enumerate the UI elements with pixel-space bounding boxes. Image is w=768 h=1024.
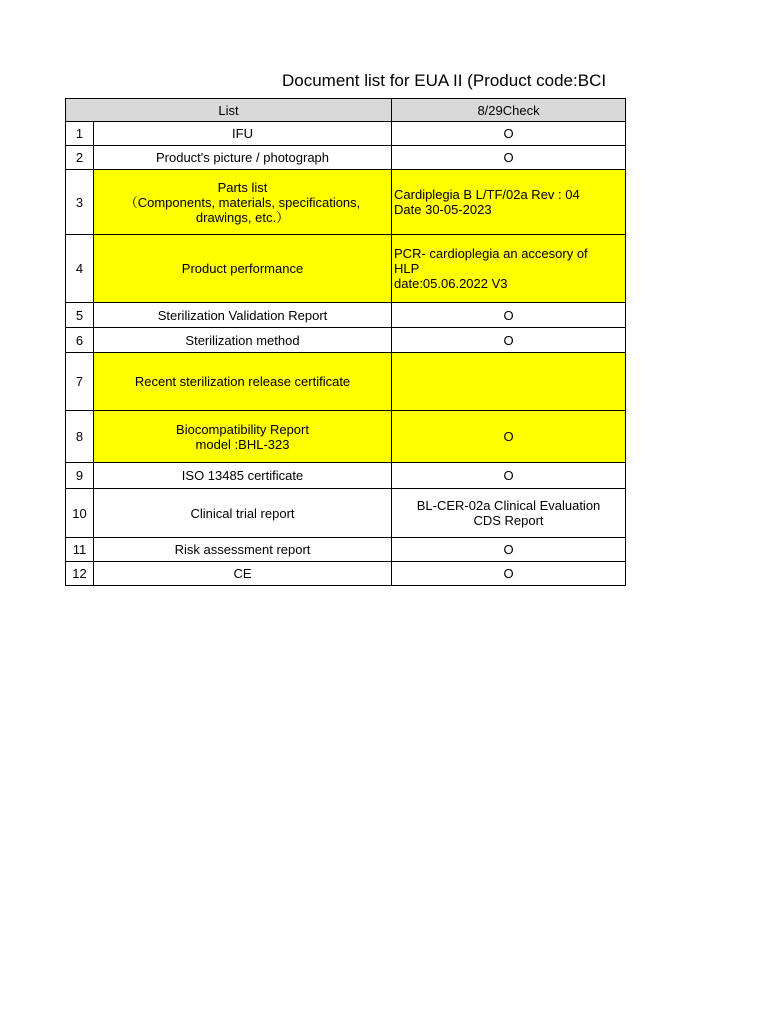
row-list-item: ISO 13485 certificate: [94, 463, 392, 489]
table-row: [66, 538, 626, 562]
row-list-item: Clinical trial report: [94, 489, 392, 538]
table-row: [66, 303, 626, 328]
table-row: [66, 235, 626, 303]
row-check-value: O: [392, 146, 626, 170]
row-list-item: Parts list （Components, materials, specifications, drawings, etc.）: [94, 170, 392, 235]
table-row: [66, 122, 626, 146]
table-row: [66, 170, 626, 235]
table-row: [66, 411, 626, 463]
row-list-item: Product's picture / photograph: [94, 146, 392, 170]
row-number: 9: [66, 463, 94, 489]
header-list: List: [66, 99, 392, 122]
row-number: 6: [66, 328, 94, 353]
document-list-table: [65, 98, 626, 586]
row-number: 8: [66, 411, 94, 463]
row-number: 1: [66, 122, 94, 146]
row-list-item: Sterilization method: [94, 328, 392, 353]
row-list-item: Risk assessment report: [94, 538, 392, 562]
row-check-value: O: [392, 328, 626, 353]
row-check-value: [392, 353, 626, 411]
row-check-value: PCR- cardioplegia an accesory of HLP date:05.06.2022 V3: [392, 235, 626, 303]
row-number: 7: [66, 353, 94, 411]
document-title: Document list for EUA II (Product code:BCI: [282, 71, 607, 90]
table-row: [66, 328, 626, 353]
table-row: [66, 562, 626, 586]
row-check-value: O: [392, 538, 626, 562]
table-row: [66, 146, 626, 170]
table-row: [66, 353, 626, 411]
row-check-value: O: [392, 463, 626, 489]
row-list-item: IFU: [94, 122, 392, 146]
table-header-row: [66, 99, 626, 122]
row-number: 5: [66, 303, 94, 328]
table-row: [66, 463, 626, 489]
row-check-value: O: [392, 411, 626, 463]
row-number: 4: [66, 235, 94, 303]
row-check-value: O: [392, 303, 626, 328]
row-list-item: Sterilization Validation Report: [94, 303, 392, 328]
row-list-item: Product performance: [94, 235, 392, 303]
header-check: 8/29Check: [392, 99, 626, 122]
table-row: [66, 489, 626, 538]
row-list-item: Recent sterilization release certificate: [94, 353, 392, 411]
row-number: 10: [66, 489, 94, 538]
row-number: 2: [66, 146, 94, 170]
row-check-value: O: [392, 562, 626, 586]
row-number: 3: [66, 170, 94, 235]
row-check-value: O: [392, 122, 626, 146]
row-check-value: BL-CER-02a Clinical Evaluation CDS Report: [392, 489, 626, 538]
row-number: 12: [66, 562, 94, 586]
row-check-value: Cardiplegia B L/TF/02a Rev : 04 Date 30-05-2023: [392, 170, 626, 235]
row-list-item: CE: [94, 562, 392, 586]
row-list-item: Biocompatibility Report model :BHL-323: [94, 411, 392, 463]
row-number: 11: [66, 538, 94, 562]
